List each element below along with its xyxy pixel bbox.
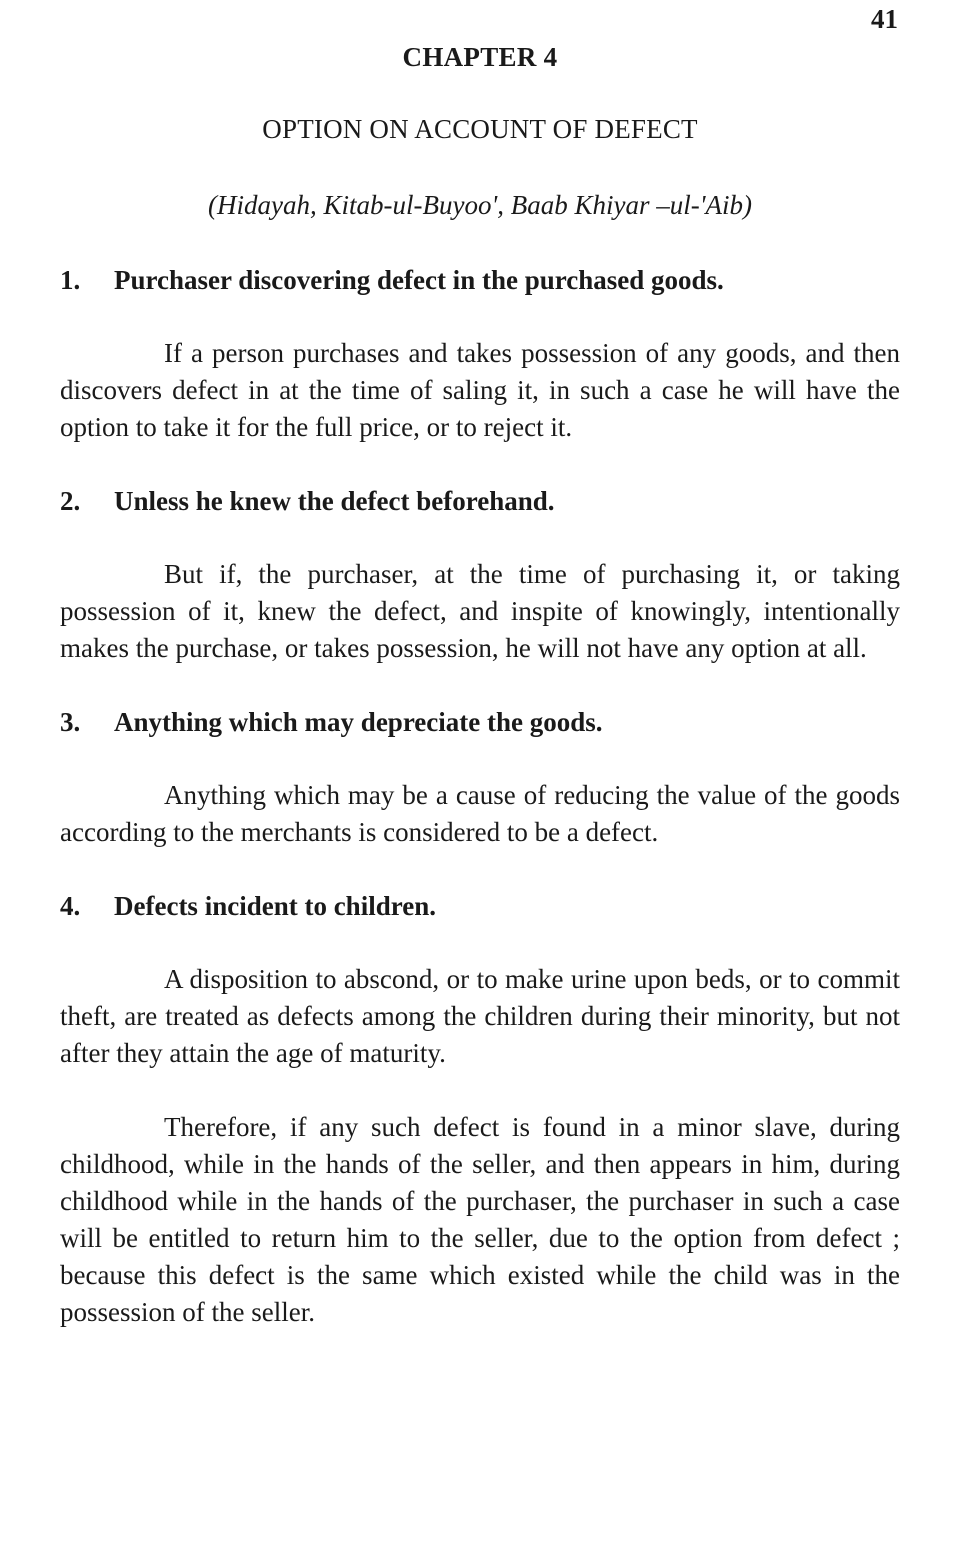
paragraph: A disposition to abscond, or to make urine upon beds, or to commit theft, are treated as defects among the children during their minority, but not after they attain the age of maturity. [60,964,900,1068]
section-number: 3. [60,707,81,737]
page-number: 41 [871,4,898,34]
section-heading [60,483,900,520]
chapter-heading: CHAPTER 4 [402,42,558,72]
source-reference: (Hidayah, Kitab-ul-Buyoo', Baab Khiyar –ul-'Aib) [208,190,752,220]
document-body [60,262,900,1331]
paragraph: Anything which may be a cause of reducing the value of the goods according to the merchants is considered to be a defect. [60,780,900,847]
section-number: 2. [60,486,81,516]
section-title: Defects incident to children. [114,891,436,921]
section-number: 4. [60,891,81,921]
paragraph: But if, the purchaser, at the time of purchasing it, or taking possession of it, knew the defect, and inspite of knowingly, intentionally makes the purchase, or takes possession, he will not have any option at all. [60,559,900,663]
section-number: 1. [60,265,81,295]
chapter-title: OPTION ON ACCOUNT OF DEFECT [262,114,698,144]
section-heading [60,262,900,299]
paragraph: If a person purchases and takes possession of any goods, and then discovers defect in at the time of saling it, in such a case he will have the option to take it for the full price, or to reject it. [60,338,900,442]
section-title: Unless he knew the defect beforehand. [114,486,555,516]
section-title: Anything which may depreciate the goods. [114,707,603,737]
section-heading [60,888,900,925]
paragraph: Therefore, if any such defect is found in a minor slave, during childhood, while in the hands of the seller, and then appears in him, during childhood while in the hands of the purchaser, the purchaser in such a case will be entitled to return him to the seller, due to the option from defect ; because this defect is the same which existed while the child was in the possession of the seller. [60,1112,900,1327]
section-title: Purchaser discovering defect in the purchased goods. [114,265,724,295]
section-heading [60,704,900,741]
